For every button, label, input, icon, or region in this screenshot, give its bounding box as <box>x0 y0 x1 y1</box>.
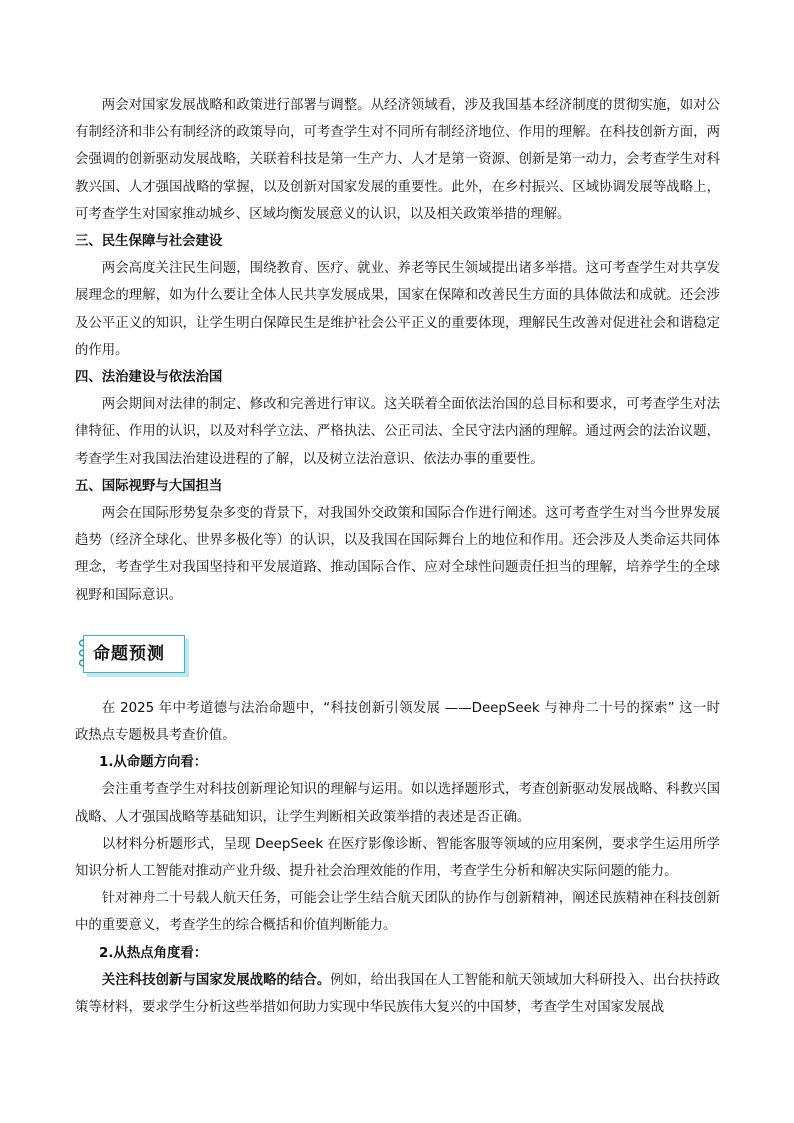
intro-paragraph: 两会对国家发展战略和政策进行部署与调整。从经济领域看，涉及我国基本经济制度的贯彻实施，如对公有制经济和非公有制经济的政策导向，可考查学生对不同所有制经济地位、作用的理解。在科技创新方面，两会强调的创新驱动发展战略，关联着科技是第一生产力、人才是第一资源、创新是第一动力，会考查学生对科教兴国、人才强国战略的掌握，以及创新对国家发展的重要性。此外，在乡村振兴、区域协调发展等战略上，可考查学生对国家推动城乡、区域均衡发展意义的认识，以及相关政策举措的理解。 <box>75 98 720 222</box>
banner-title: 命题预测 <box>93 643 165 664</box>
forecast-intro: 在 2025 年中考道德与法治命题中，“科技创新引领发展 ——DeepSeek 与神舟二十号的探索” 这一时政热点专题极具考查价值。 <box>75 700 720 744</box>
section-body-international: 两会在国际形势复杂多变的背景下，对我国外交政策和国际合作进行阐述。这可考查学生对当今世界发展趋势（经济全球化、世界多极化等）的认识，以及我国在国际舞台上的地位和作用。还会涉及人类命运共同体理念，考查学生对我国坚持和平发展道路、推动国际合作、应对全球性问题责任担当的理解，培养学生的全球视野和国际意识。 <box>75 506 720 603</box>
section-heading-international: 五、国际视野与大国担当 <box>75 478 223 494</box>
forecast-sub2-lead-rest: 例如，给出我国在人工智能和航天领域加大科研投入、出台扶持政策等材料，要求学生分析这些举措如何助力实现中华民族伟大复兴的中国梦，考查学生对国家发展战 <box>75 972 720 1016</box>
forecast-sub1-para-1: 会注重考查学生对科技创新理论知识的理解与运用。如以选择题形式，考查创新驱动发展战略、科教兴国战略、人才强国战略等基础知识，让学生判断相关政策举措的表述是否正确。 <box>75 782 720 825</box>
forecast-sub1-heading: 1.从命题方向看： <box>99 755 208 771</box>
section-body-livelihood: 两会高度关注民生问题，围绕教育、医疗、就业、养老等民生领域提出诸多举措。这可考查学生对共享发展理念的理解，如为什么要让全体人民共享发展成果，国家在保障和改善民生方面的具体做法和成就。还会涉及公平正义的知识，让学生明白保障民生是维护社会公平正义的重要体现，理解民生改善对促进社会和谐稳定的作用。 <box>75 261 720 358</box>
forecast-sub2-lead-bold: 关注科技创新与国家发展战略的结合。 <box>101 972 331 988</box>
notebook-rings-icon <box>77 637 87 671</box>
section-body-rule-of-law: 两会期间对法律的制定、修改和完善进行审议。这关联着全面依法治国的总目标和要求，可考查学生对法律特征、作用的认识，以及对科学立法、严格执法、公正司法、全民守法内涵的理解。通过两会的法治议题，考查学生对我国法治建设进程的了解，以及树立法治意识、依法办事的重要性。 <box>75 397 720 467</box>
document-content <box>75 92 720 1021</box>
forecast-sub1-para-3: 针对神舟二十号载人航天任务，可能会让学生结合航天团队的协作与创新精神，阐述民族精神在科技创新中的重要意义，考查学生的综合概括和价值判断能力。 <box>75 891 720 934</box>
forecast-sub2-para <box>75 967 720 1021</box>
section-heading-rule-of-law: 四、法治建设与依法治国 <box>75 370 223 386</box>
section-heading-livelihood: 三、民生保障与社会建设 <box>75 234 223 250</box>
forecast-sub2-heading: 2.从热点角度看： <box>99 945 208 961</box>
forecast-sub1-para-2: 以材料分析题形式，呈现 DeepSeek 在医疗影像诊断、智能客服等领域的应用案例，要求学生运用所学知识分析人工智能对推动产业升级、提升社会治理效能的作用，考查学生分析和解决实际问题的能力。 <box>75 836 720 880</box>
forecast-banner <box>77 631 189 679</box>
